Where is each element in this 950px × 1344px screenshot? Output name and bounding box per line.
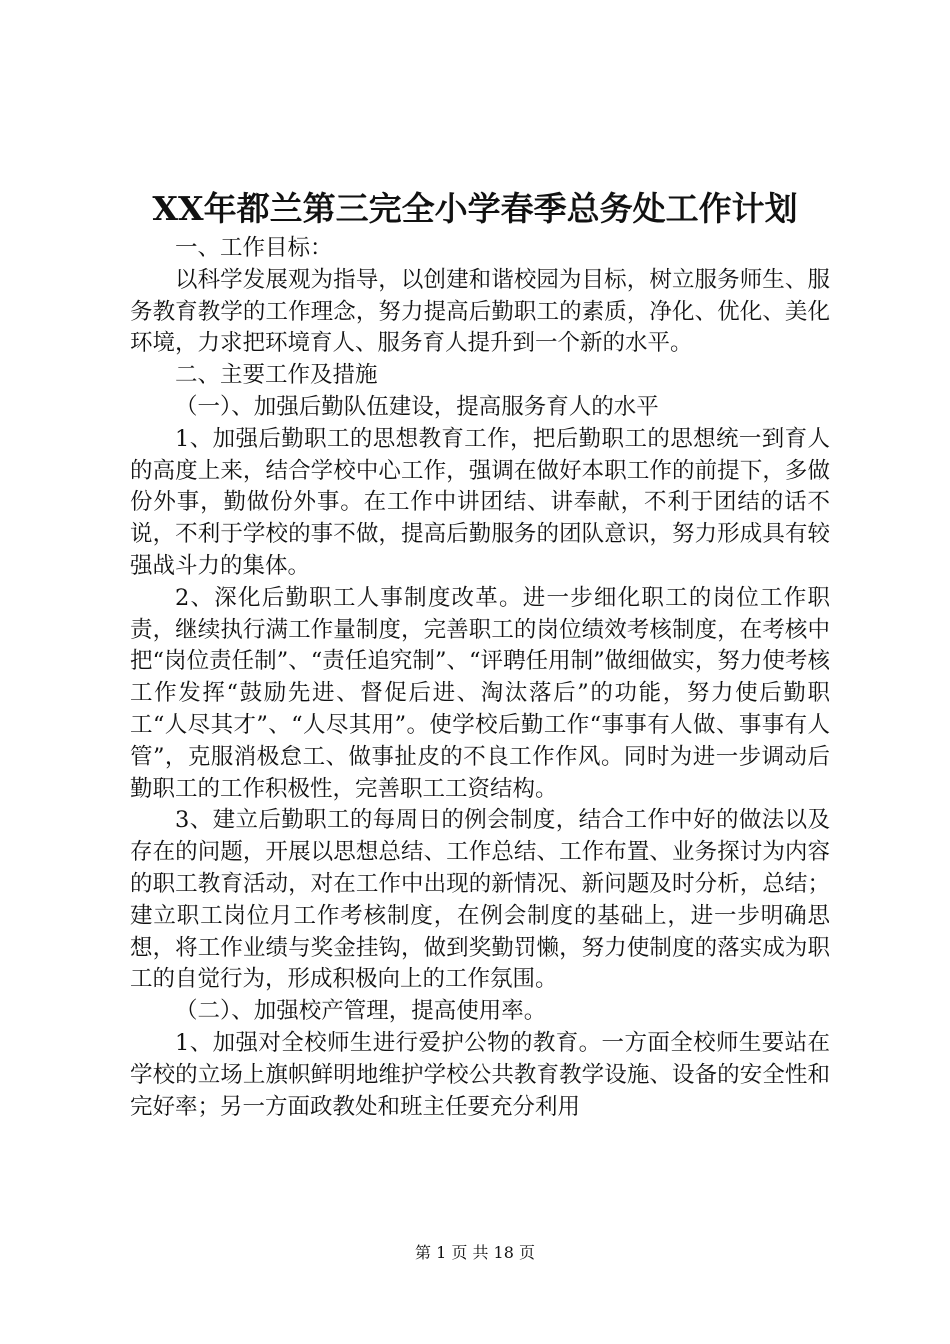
paragraph-item-2: 2、深化后勤职工人事制度改革。进一步细化职工的岗位工作职责，继续执行满工作量制度，完善职工的岗位绩效考核制度，在考核中把“岗位责任制”、“责任追究制”、“评聘任用制”做细做实，努力使考核工作发挥“鼓励先进、督促后进、淘汰落后”的功能，努力使后勤职工“人尽其才”、“人尽其用”。使学校后勤工作“事事有人做、事事有人管”，克服消极怠工、做事扯皮的不良工作作风。同时为进一步调动后勤职工的工作积极性，完善职工工资结构。 [130,584,830,802]
document-title: XX年都兰第三完全小学春季总务处工作计划 [152,189,798,228]
section-heading-measures: 二、主要工作及措施 [175,362,378,389]
page-number-footer: 第 1 页 共 18 页 [415,1243,535,1262]
document-body [130,233,830,1123]
subsection-heading-assets: （二）、加强校产管理，提高使用率。 [175,998,547,1025]
paragraph-item-3: 3、建立后勤职工的每周日的例会制度，结合工作中好的做法以及存在的问题，开展以思想总结、工作总结、工作布置、业务探讨为内容的职工教育活动，对在工作中出现的新情况、新问题及时分析，总结；建立职工岗位月工作考核制度，在例会制度的基础上，进一步明确思想，将工作业绩与奖金挂钩，做到奖勤罚懒，努力使制度的落实成为职工的自觉行为，形成积极向上的工作氛围。 [130,807,830,993]
paragraph-goals: 以科学发展观为指导，以创建和谐校园为目标，树立服务师生、服务教育教学的工作理念，努力提高后勤职工的素质，净化、优化、美化环境，力求把环境育人、服务育人提升到一个新的水平。 [130,266,830,357]
section-heading-goals: 一、工作目标： [175,235,333,261]
paragraph-item-1: 1、加强后勤职工的思想教育工作，把后勤职工的思想统一到育人的高度上来，结合学校中心工作，强调在做好本职工作的前提下，多做份外事，勤做份外事。在工作中讲团结、讲奉献，不利于团结的话不说，不利于学校的事不做，提高后勤服务的团队意识，努力形成具有较强战斗力的集体。 [130,425,830,579]
paragraph-assets-item-1: 1、加强对全校师生进行爱护公物的教育。一方面全校师生要站在学校的立场上旗帜鲜明地维护学校公共教育教学设施、设备的安全性和完好率；另一方面政教处和班主任要充分利用 [130,1029,830,1120]
subsection-heading-staff: （一）、加强后勤队伍建设，提高服务育人的水平 [175,393,659,420]
